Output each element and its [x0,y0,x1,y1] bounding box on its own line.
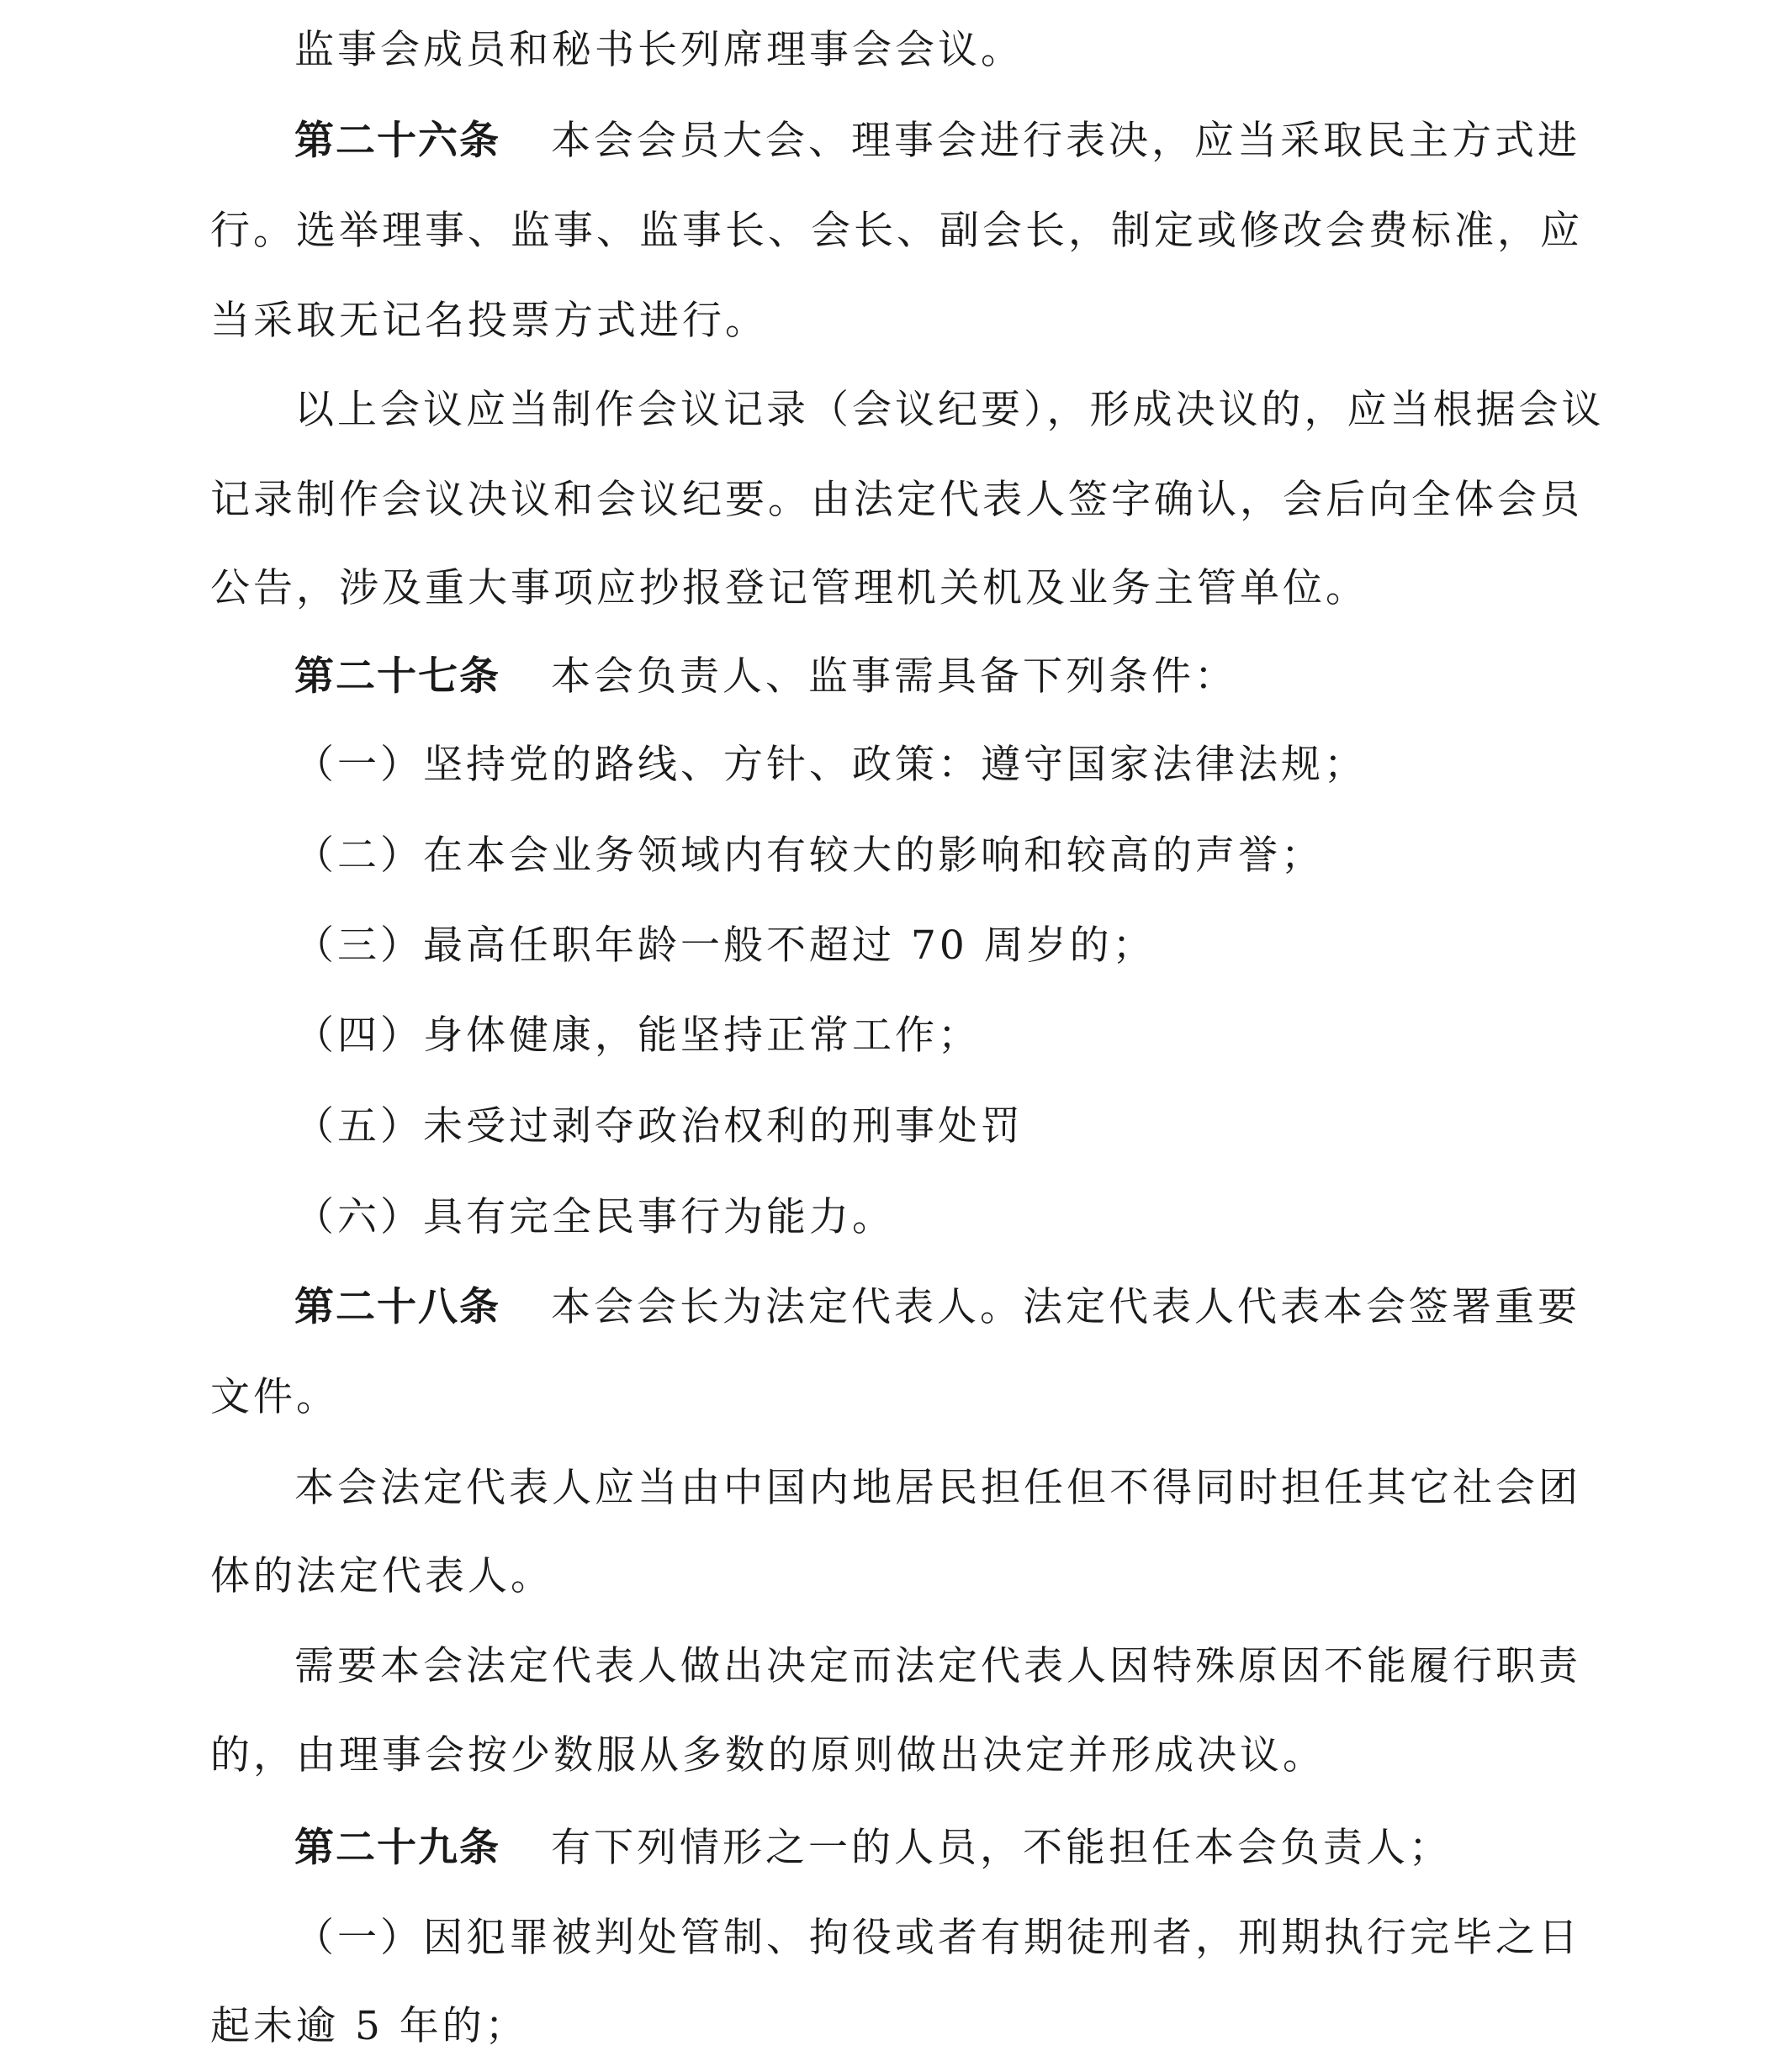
text-line: 需要本会法定代表人做出决定而法定代表人因特殊原因不能履行职责 [294,1643,1581,1689]
article-heading: 第二十七条 [294,653,500,700]
article-heading: 第二十八条 [294,1284,500,1330]
list-item: （一）坚持党的路线、方针、政策：遵守国家法律法规； [294,742,1367,788]
article-heading: 第二十六条 [294,118,500,164]
text-line: 行。选举理事、监事、监事长、会长、副会长，制定或修改会费标准，应 [210,208,1583,254]
article-29-line: 第二十九条 有下列情形之一的人员，不能担任本会负责人； [294,1825,1452,1871]
text-line: 起未逾 5 年的； [210,2003,528,2049]
article-26-line: 第二十六条 本会会员大会、理事会进行表决，应当采取民主方式进 [294,118,1580,164]
text-line: 公告，涉及重大事项应抄报登记管理机关机及业务主管单位。 [210,565,1368,611]
text-line: 监事会成员和秘书长列席理事会会议。 [294,27,1024,73]
text-line: 的，由理事会按少数服从多数的原则做出决定并形成决议。 [210,1732,1326,1779]
text-line: 体的法定代表人。 [210,1553,553,1599]
article-28-line: 第二十八条 本会会长为法定代表人。法定代表人代表本会签署重要 [294,1284,1580,1330]
text-line: 文件。 [210,1374,339,1420]
text-line: 本会法定代表人应当由中国内地居民担任但不得同时担任其它社会团 [294,1465,1581,1511]
article-27-line: 第二十七条 本会负责人、监事需具备下列条件： [294,653,1237,700]
text-line: 记录制作会议决议和会议纪要。由法定代表人签字确认，会后向全体会员 [210,477,1583,523]
list-item: （六）具有完全民事行为能力。 [294,1194,895,1240]
list-item: （四）身体健康，能坚持正常工作； [294,1012,981,1059]
list-item: （五）未受过剥夺政治权利的刑事处罚 [294,1103,1024,1150]
text-line: 当采取无记名投票方式进行。 [210,298,768,344]
article-heading: 第二十九条 [294,1825,500,1871]
list-item: （一）因犯罪被判处管制、拘役或者有期徒刑者，刑期执行完毕之日 [294,1915,1581,1961]
list-item: （二）在本会业务领域内有较大的影响和较高的声誉； [294,832,1324,879]
text-line: 以上会议应当制作会议记录（会议纪要），形成决议的，应当根据会议 [294,387,1605,433]
list-item: （三）最高任职年龄一般不超过 70 周岁的； [294,922,1156,969]
